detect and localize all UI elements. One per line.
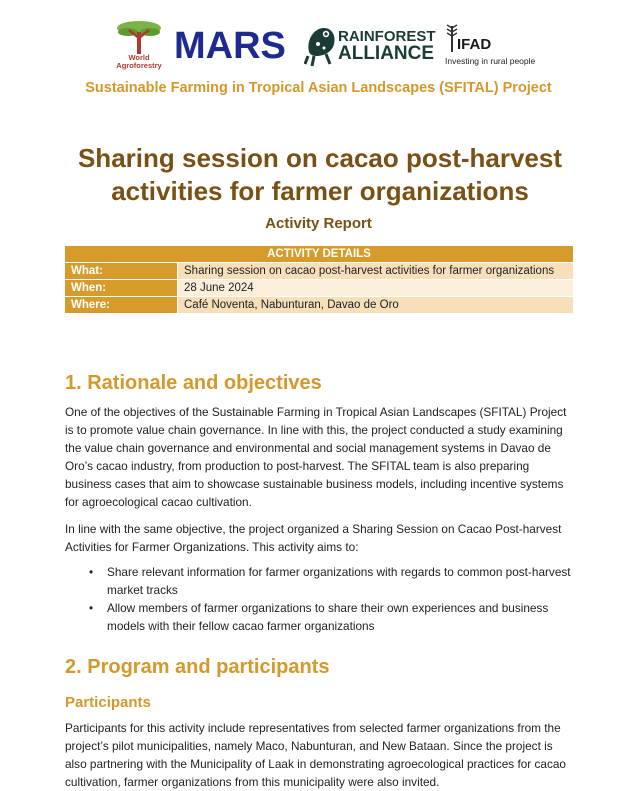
details-value: Café Noventa, Nabunturan, Davao de Oro: [178, 297, 574, 314]
world-agroforestry-logo: [112, 16, 166, 72]
report-title: Sharing session on cacao post-harvest activities for farmer organizations: [77, 143, 563, 206]
tree-icon: [112, 16, 166, 56]
report-subtitle: Activity Report: [265, 215, 372, 232]
project-name: Sustainable Farming in Tropical Asian Landscapes (SFITAL) Project: [85, 80, 552, 96]
details-row-where: [65, 297, 573, 314]
frog-icon: [304, 22, 338, 68]
section-heading-rationale: 1. Rationale and objectives: [65, 372, 322, 394]
objectives-list: [65, 563, 575, 635]
details-row-when: [65, 280, 573, 297]
list-item: • Allow members of farmer organizations to share their own experiences and business models with their fellow cacao farmer organizations: [65, 599, 575, 635]
details-value: 28 June 2024: [178, 280, 574, 297]
ifad-tagline: Investing in rural people: [445, 56, 536, 66]
activity-details-table: [65, 246, 573, 314]
list-item: • Share relevant information for farmer organizations with regards to common post-harvest market tracks: [65, 563, 575, 599]
ra-line-1: RAINFOREST: [338, 28, 436, 45]
rainforest-alliance-text: [338, 28, 436, 62]
ifad-name: IFAD: [457, 36, 492, 53]
paragraph: Participants for this activity include representatives from selected farmer organizations from the project’s pilot municipalities, namely Maco, Nabunturan, and New Bataan. Since the project is also partnering with the Municipality of Laak in demonstrating agroecological practices for cacao cultivation, farmer organizations from this municipality were also invited.: [65, 721, 566, 789]
details-key: What:: [65, 263, 178, 280]
details-value: Sharing session on cacao post-harvest activities for farmer organizations: [178, 263, 574, 280]
activity-details-header: ACTIVITY DETAILS: [65, 246, 573, 263]
details-key: Where:: [65, 297, 178, 314]
subheading-participants: Participants: [65, 694, 151, 711]
logo-bar: [0, 14, 637, 74]
section-heading-program: 2. Program and participants: [65, 656, 330, 678]
world-agroforestry-text: World Agroforestry: [116, 53, 162, 70]
ifad-logo: [445, 22, 536, 70]
paragraph: In line with the same objective, the project organized a Sharing Session on Cacao Post-harvest Activities for Farmer Organizations. This activity aims to:: [65, 522, 562, 554]
mars-logo: MARS: [174, 25, 286, 67]
paragraph: One of the objectives of the Sustainable Farming in Tropical Asian Landscapes (SFITAL) Project is to promote value chain governance. In line with this, the project conducted a study examining the value chain governance and environmental and social management systems in Davao de Oro’s cacao industry, from production to post-harvest. The SFITAL team is also preparing business cases that aim to showcase sustainable business models, including incentive systems for agroecological cacao cultivation.: [65, 405, 567, 509]
ra-line-2: ALLIANCE: [338, 43, 435, 64]
details-row-what: [65, 263, 573, 280]
rainforest-alliance-logo: [304, 22, 434, 70]
details-key: When:: [65, 280, 178, 297]
